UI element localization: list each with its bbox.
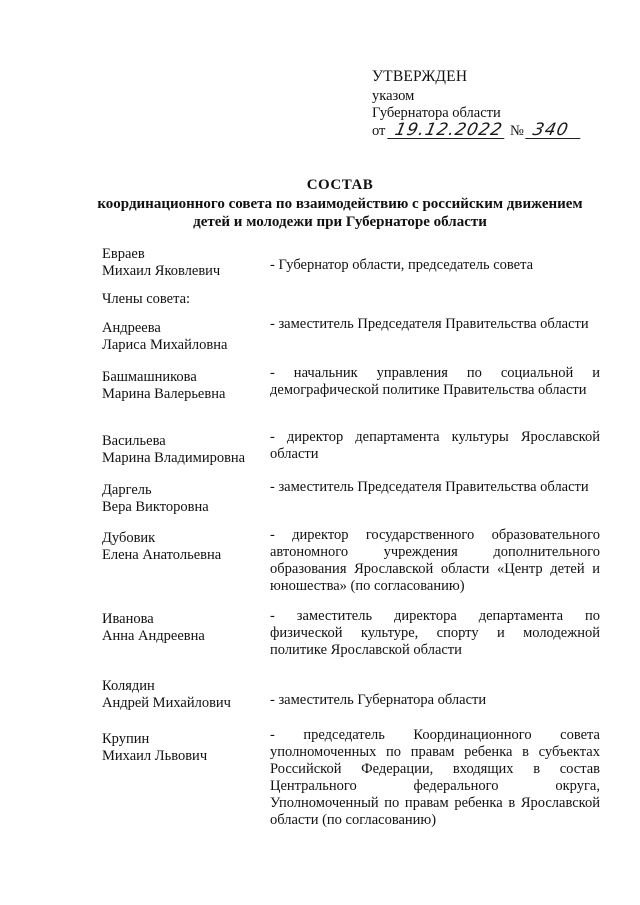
member-role: - директор государственного образовательного автономного учреждения дополнительного образования Ярославской области «Центр детей и юношества» (по согласованию) <box>270 527 600 594</box>
member-surname: Башмашникова <box>102 369 197 385</box>
member-surname: Андреева <box>102 320 161 336</box>
member-given-name: Михаил Яковлевич <box>102 263 221 279</box>
member-name <box>102 530 272 564</box>
document-subtitle-line-1: координационного совета по взаимодействию с российским движением <box>97 196 583 212</box>
handwritten-date: 19.12.2022 <box>387 122 508 139</box>
member-given-name: Марина Владимировна <box>102 450 246 466</box>
approval-line-governor: Губернатора области <box>372 105 501 121</box>
member-given-name: Вера Викторовна <box>102 499 209 515</box>
member-surname: Даргель <box>102 482 152 498</box>
member-surname: Дубовик <box>102 530 156 546</box>
member-role: - заместитель Председателя Правительства области <box>270 479 589 495</box>
members-label: Члены совета: <box>102 291 191 307</box>
approval-from: от <box>372 123 386 139</box>
member-given-name: Елена Анатольевна <box>102 547 222 563</box>
member-given-name: Марина Валерьевна <box>102 386 226 402</box>
number-sign: № <box>510 123 524 139</box>
member-role: - заместитель Губернатора области <box>270 692 487 708</box>
member-role: - заместитель директора департамента по физической культуре, спорту и молодежной политике Ярославской области <box>270 608 600 658</box>
member-surname: Крупин <box>102 731 150 747</box>
member-role: - начальник управления по социальной и демографической политике Правительства области <box>270 365 600 398</box>
member-given-name: Андрей Михайлович <box>102 695 231 711</box>
member-given-name: Лариса Михайловна <box>102 337 228 353</box>
handwritten-number: 340 <box>526 122 585 139</box>
member-given-name: Михаил Львович <box>102 748 208 764</box>
member-role: - заместитель Председателя Правительства области <box>270 316 589 332</box>
member-name <box>102 731 272 765</box>
member-name <box>102 369 272 403</box>
approval-title: УТВЕРЖДЕН <box>372 68 468 85</box>
member-surname: Васильева <box>102 433 166 449</box>
member-name <box>102 433 272 467</box>
member-name <box>102 611 272 645</box>
document-title: СОСТАВ <box>306 177 374 193</box>
member-name <box>102 678 272 712</box>
member-name <box>102 482 272 516</box>
document-heading <box>60 176 620 231</box>
member-surname: Иванова <box>102 611 154 627</box>
document-subtitle-line-2: детей и молодежи при Губернаторе области <box>193 214 487 230</box>
approval-date-line <box>372 122 592 140</box>
member-surname: Колядин <box>102 678 155 694</box>
member-name <box>102 246 272 280</box>
approval-line-decree: указом <box>372 88 415 104</box>
approval-block <box>372 68 592 140</box>
member-surname: Евраев <box>102 246 145 262</box>
member-name <box>102 320 272 354</box>
member-role: - председатель Координационного совета уполномоченных по правам ребенка в субъектах Российской Федерации, входящих в состав Центрального федерального округа, Уполномоченный по правам ребенка в Ярославской области (по согласованию) <box>270 727 600 828</box>
member-role: - Губернатор области, председатель совета <box>270 257 534 273</box>
member-role: - директор департамента культуры Ярославской области <box>270 429 600 462</box>
member-given-name: Анна Андреевна <box>102 628 205 644</box>
